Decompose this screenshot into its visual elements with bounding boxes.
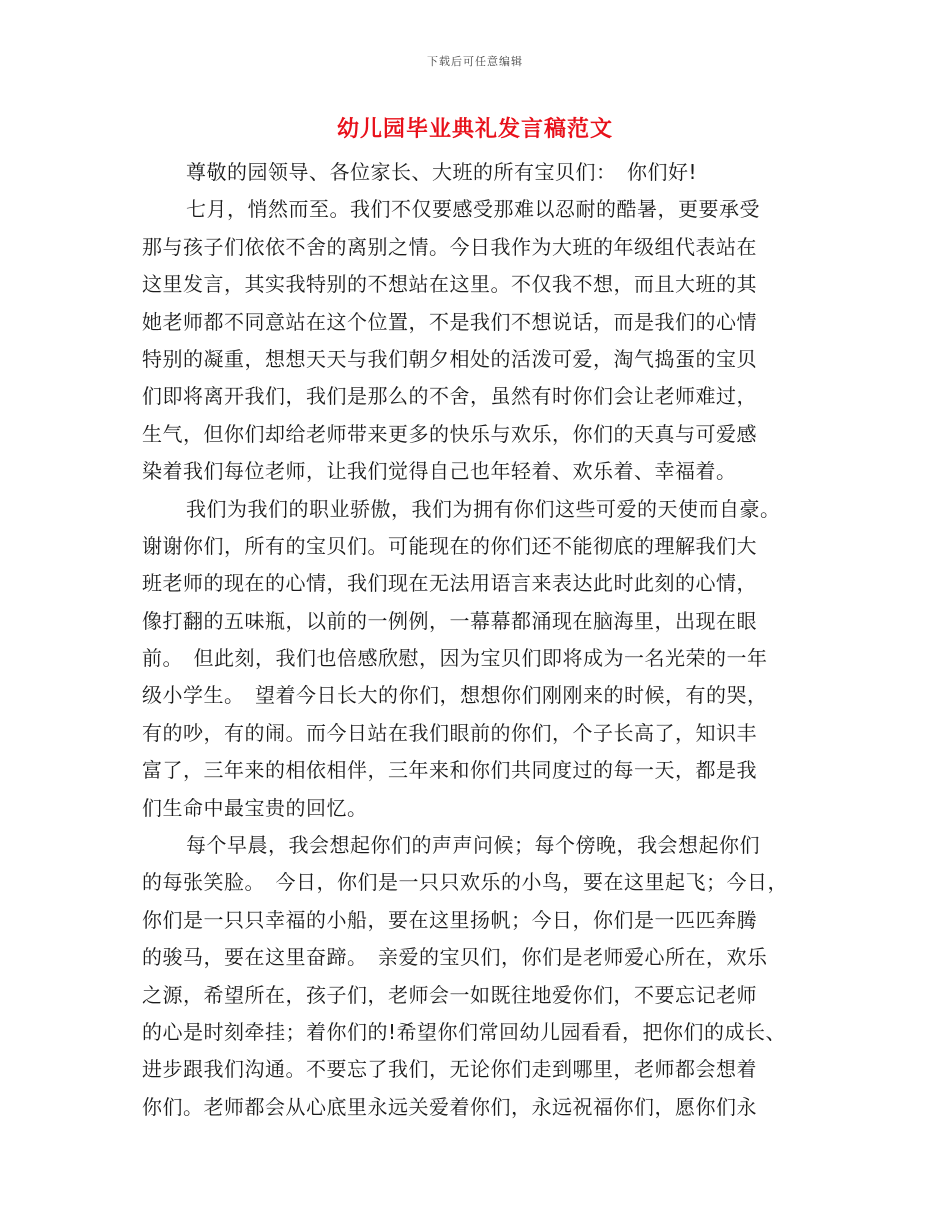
body-text-line: 的每张笑脸。 今日，你们是一只只欢乐的小鸟，要在这里起飞；今日， bbox=[142, 870, 788, 895]
body-text-line: 尊敬的园领导、各位家长、大班的所有宝贝们： 你们好! bbox=[186, 160, 698, 184]
body-text-line: 进步跟我们沟通。不要忘了我们，无论你们走到哪里，老师都会想着 bbox=[142, 1057, 757, 1082]
body-text-line: 你们是一只只幸福的小船，要在这里扬帆；今日，你们是一匹匹奔腾 bbox=[142, 907, 757, 932]
body-text-line: 她老师都不同意站在这个位置，不是我们不想说话，而是我们的心情 bbox=[142, 309, 757, 334]
body-text-line: 有的吵，有的闹。而今日站在我们眼前的你们，个子长高了，知识丰 bbox=[142, 720, 757, 745]
body-text-line: 我们为我们的职业骄傲，我们为拥有你们这些可爱的天使而自豪。 bbox=[186, 496, 781, 521]
body-text-line: 富了，三年来的相依相伴，三年来和你们共同度过的每一天，都是我 bbox=[142, 758, 757, 783]
body-text-line: 的心是时刻牵挂；着你们的!希望你们常回幼儿园看看，把你们的成长、 bbox=[142, 1019, 787, 1044]
body-text-line: 特别的凝重，想想天天与我们朝夕相处的活泼可爱，淘气捣蛋的宝贝 bbox=[142, 346, 757, 371]
body-text-line: 谢谢你们，所有的宝贝们。可能现在的你们还不能彻底的理解我们大 bbox=[142, 533, 757, 558]
body-text-line: 的骏马，要在这里奋蹄。 亲爱的宝贝们，你们是老师爱心所在，欢乐 bbox=[142, 945, 768, 970]
body-text-line: 每个早晨，我会想起你们的声声问候；每个傍晚，我会想起你们 bbox=[186, 833, 760, 858]
page-header: 下载后可任意编辑 bbox=[427, 55, 523, 68]
body-text-line: 七月，悄然而至。我们不仅要感受那难以忍耐的酷暑，更要承受 bbox=[186, 197, 760, 222]
body-text-line: 那与孩子们依依不舍的离别之情。今日我作为大班的年级组代表站在 bbox=[142, 234, 757, 259]
body-text-line: 们即将离开我们，我们是那么的不舍，虽然有时你们会让老师难过， bbox=[142, 384, 757, 409]
body-text-line: 之源，希望所在，孩子们，老师会一如既往地爱你们，不要忘记老师 bbox=[142, 982, 757, 1007]
document-body bbox=[142, 154, 822, 1126]
body-text-line: 像打翻的五味瓶，以前的一例例，一幕幕都涌现在脑海里，出现在眼 bbox=[142, 608, 757, 633]
body-text-line: 染着我们每位老师，让我们觉得自己也年轻着、欢乐着、幸福着。 bbox=[142, 459, 737, 484]
body-text-line: 你们。老师都会从心底里永远关爱着你们，永远祝福你们，愿你们永 bbox=[142, 1094, 757, 1119]
body-text-line: 前。 但此刻，我们也倍感欣慰，因为宝贝们即将成为一名光荣的一年 bbox=[142, 646, 768, 671]
body-text-line: 生气，但你们却给老师带来更多的快乐与欢乐，你们的天真与可爱感 bbox=[142, 421, 757, 446]
body-text-line: 班老师的现在的心情，我们现在无法用语言来表达此时此刻的心情， bbox=[142, 571, 757, 596]
document-title: 幼儿园毕业典礼发言稿范文 bbox=[336, 117, 613, 142]
body-text-line: 级小学生。 望着今日长大的你们，想想你们刚刚来的时候，有的哭， bbox=[142, 683, 768, 708]
body-text-line: 们生命中最宝贵的回忆。 bbox=[142, 795, 368, 820]
body-text-line: 这里发言，其实我特别的不想站在这里。不仅我不想，而且大班的其 bbox=[142, 272, 757, 297]
